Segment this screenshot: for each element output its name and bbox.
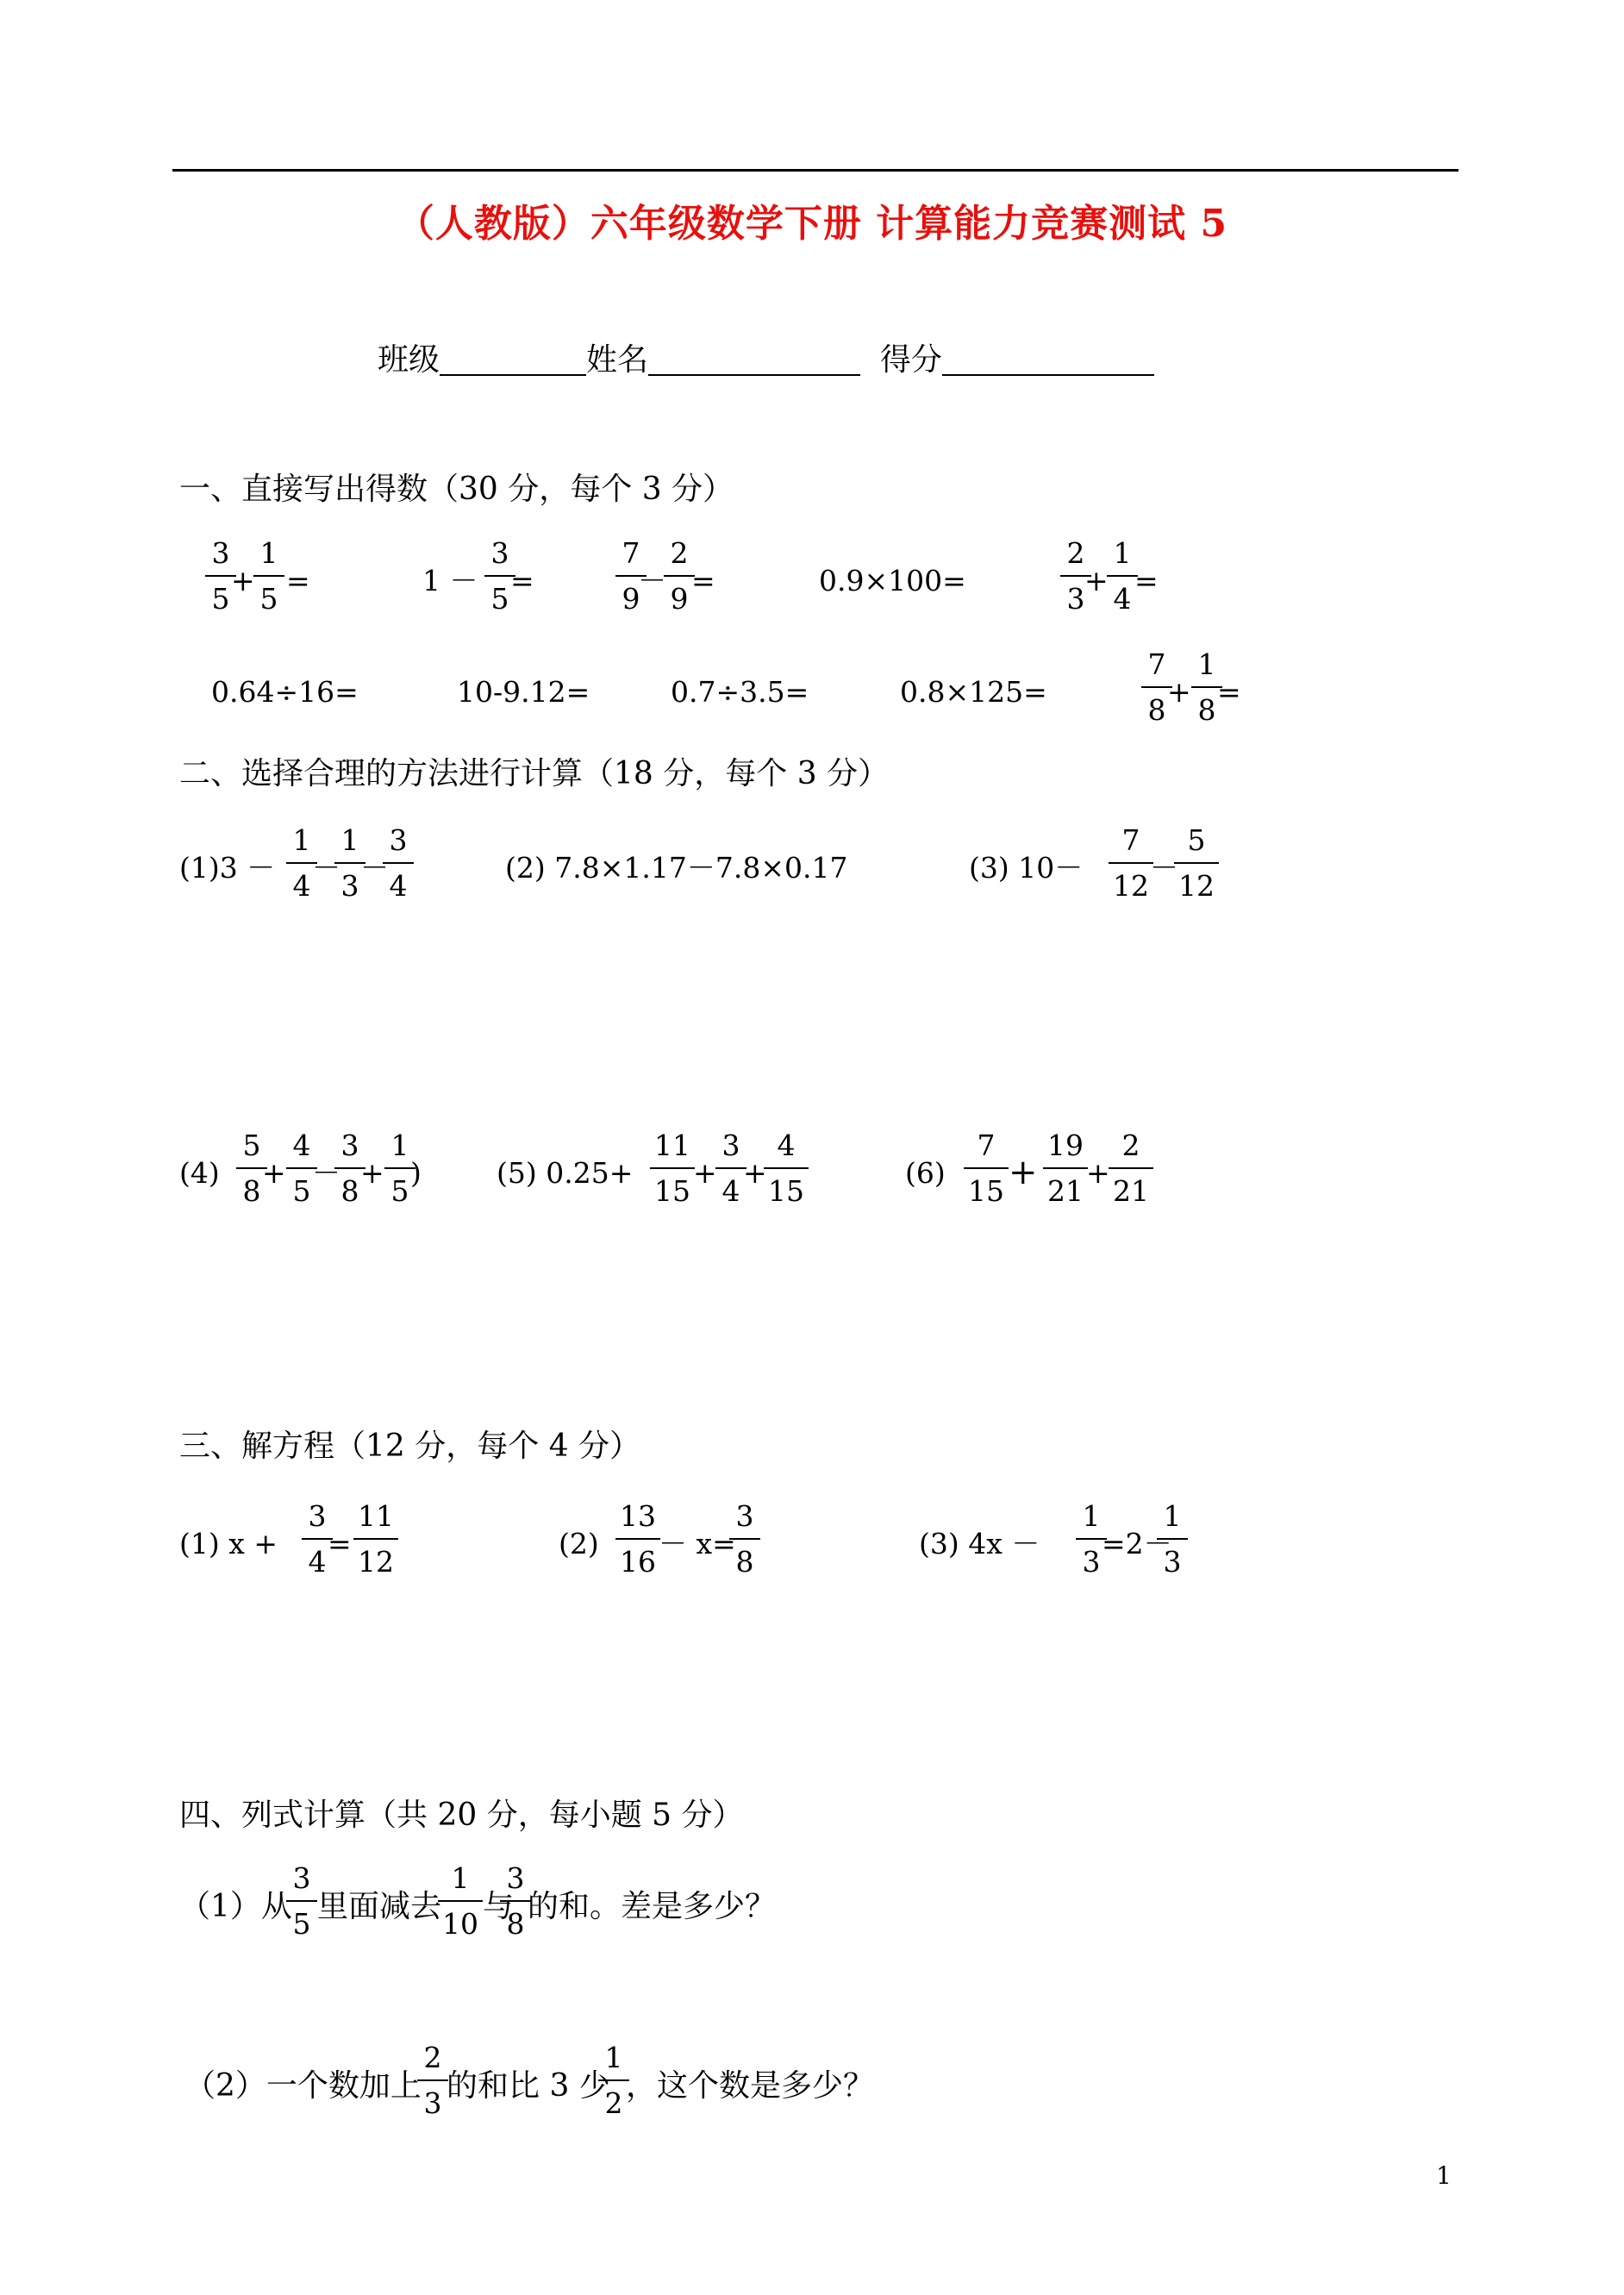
fraction: 1 3 — [333, 826, 367, 900]
equals: = — [328, 1527, 352, 1560]
name-blank[interactable] — [648, 345, 860, 376]
fraction: 2 9 — [662, 539, 696, 613]
fraction: 3 4 — [381, 826, 415, 900]
fraction: 7 15 — [962, 1131, 1010, 1205]
fraction: 1 3 — [1155, 1502, 1190, 1576]
fraction: 7 8 — [1140, 650, 1174, 724]
operator: － x= — [659, 1527, 736, 1560]
expression-text: 0.64÷16= — [211, 675, 359, 709]
expression-text: 0.8×125= — [900, 675, 1047, 709]
fraction: 1 4 — [1105, 539, 1140, 613]
problem-label: (1)3 － — [179, 851, 276, 885]
fraction: 1 10 — [436, 1864, 484, 1938]
operator: － — [360, 851, 389, 885]
operator: － — [312, 851, 340, 885]
fraction: 5 8 — [234, 1131, 269, 1205]
question-text: 的和比 3 少 — [447, 2068, 610, 2104]
question-text: 里面减去 — [317, 1889, 442, 1924]
fraction: 1 5 — [252, 539, 286, 613]
operator: + — [743, 1156, 767, 1190]
operator: + — [1009, 1153, 1038, 1192]
question-text: ，这个数是多少？ — [626, 2068, 875, 2104]
operator: + — [1086, 1156, 1110, 1190]
question-text: （2）一个数加上 — [184, 2068, 422, 2104]
fraction: 11 12 — [352, 1502, 400, 1576]
operator: + — [1167, 675, 1191, 709]
page-number: 1 — [1436, 2161, 1452, 2190]
fraction: 3 8 — [728, 1502, 762, 1576]
fraction: 3 4 — [300, 1502, 334, 1576]
problem-label: (6) — [905, 1156, 946, 1190]
fraction: 2 3 — [415, 2043, 450, 2117]
expression-text: 1 － — [422, 564, 478, 597]
problem-text: (2) 7.8×1.17－7.8×0.17 — [505, 851, 848, 885]
operator: + — [693, 1156, 717, 1190]
page-title: （人教版）六年级数学下册 计算能力竞赛测试 5 — [396, 202, 1228, 246]
fraction: 1 2 — [597, 2043, 631, 2117]
operator: + — [1084, 564, 1109, 597]
score-label: 得分 — [879, 342, 942, 378]
fraction: 3 5 — [483, 539, 517, 613]
expression-text: 0.7÷3.5= — [671, 675, 809, 709]
operator: － — [638, 564, 666, 597]
fraction: 1 3 — [1074, 1502, 1109, 1576]
fraction: 3 5 — [203, 539, 238, 613]
paren: ) — [410, 1156, 422, 1190]
question-text: 与 — [483, 1889, 515, 1924]
problem-label: (4) — [179, 1156, 220, 1190]
fraction: 2 3 — [1059, 539, 1093, 613]
fraction: 2 21 — [1107, 1131, 1155, 1205]
fraction: 1 5 — [383, 1131, 417, 1205]
expression-text: 10-9.12= — [457, 675, 590, 709]
equals: = — [691, 564, 715, 597]
question-text: 的和。差是多少？ — [528, 1889, 777, 1924]
expression-text: 0.9×100= — [819, 564, 966, 597]
equation-label: (1) x + — [179, 1527, 278, 1560]
problem-label: (3) 10－ — [969, 851, 1084, 885]
score-blank[interactable] — [942, 345, 1154, 376]
question-text: （1）从 — [179, 1889, 292, 1924]
operator: － — [312, 1156, 340, 1190]
student-info — [378, 342, 1154, 378]
equals: = — [286, 564, 310, 597]
fraction: 3 8 — [498, 1864, 533, 1938]
operator: + — [360, 1156, 384, 1190]
fraction: 11 15 — [648, 1131, 696, 1205]
equals: = — [1217, 675, 1241, 709]
equation-label: (3) 4x － — [919, 1527, 1040, 1560]
name-label: 姓名 — [586, 342, 649, 378]
fraction: 3 5 — [284, 1864, 319, 1938]
operator: + — [231, 564, 255, 597]
fraction: 3 4 — [714, 1131, 748, 1205]
section1-heading: 一、直接写出得数（30 分，每个 3 分） — [179, 472, 734, 507]
problem-label: (5) 0.25+ — [497, 1156, 634, 1190]
equals: = — [510, 564, 534, 597]
fraction: 4 5 — [284, 1131, 319, 1205]
fraction: 5 12 — [1172, 826, 1221, 900]
fraction: 7 12 — [1107, 826, 1155, 900]
operator: =2－ — [1102, 1527, 1172, 1560]
section3-heading: 三、解方程（12 分，每个 4 分） — [179, 1429, 641, 1464]
fraction: 19 21 — [1041, 1131, 1090, 1205]
operator: － — [1150, 851, 1178, 885]
top-rule — [172, 169, 1458, 172]
fraction: 4 15 — [762, 1131, 810, 1205]
fraction: 1 8 — [1190, 650, 1224, 724]
class-blank[interactable] — [440, 345, 586, 376]
operator: + — [262, 1156, 286, 1190]
fraction: 3 8 — [333, 1131, 367, 1205]
equation-label: (2) — [559, 1527, 599, 1560]
section4-heading: 四、列式计算（共 20 分，每小题 5 分） — [179, 1798, 744, 1833]
equals: = — [1134, 564, 1159, 597]
fraction: 13 16 — [614, 1502, 662, 1576]
section2-heading: 二、选择合理的方法进行计算（18 分，每个 3 分） — [179, 756, 890, 791]
fraction: 1 4 — [284, 826, 319, 900]
fraction: 7 9 — [614, 539, 648, 613]
class-label: 班级 — [378, 342, 440, 378]
